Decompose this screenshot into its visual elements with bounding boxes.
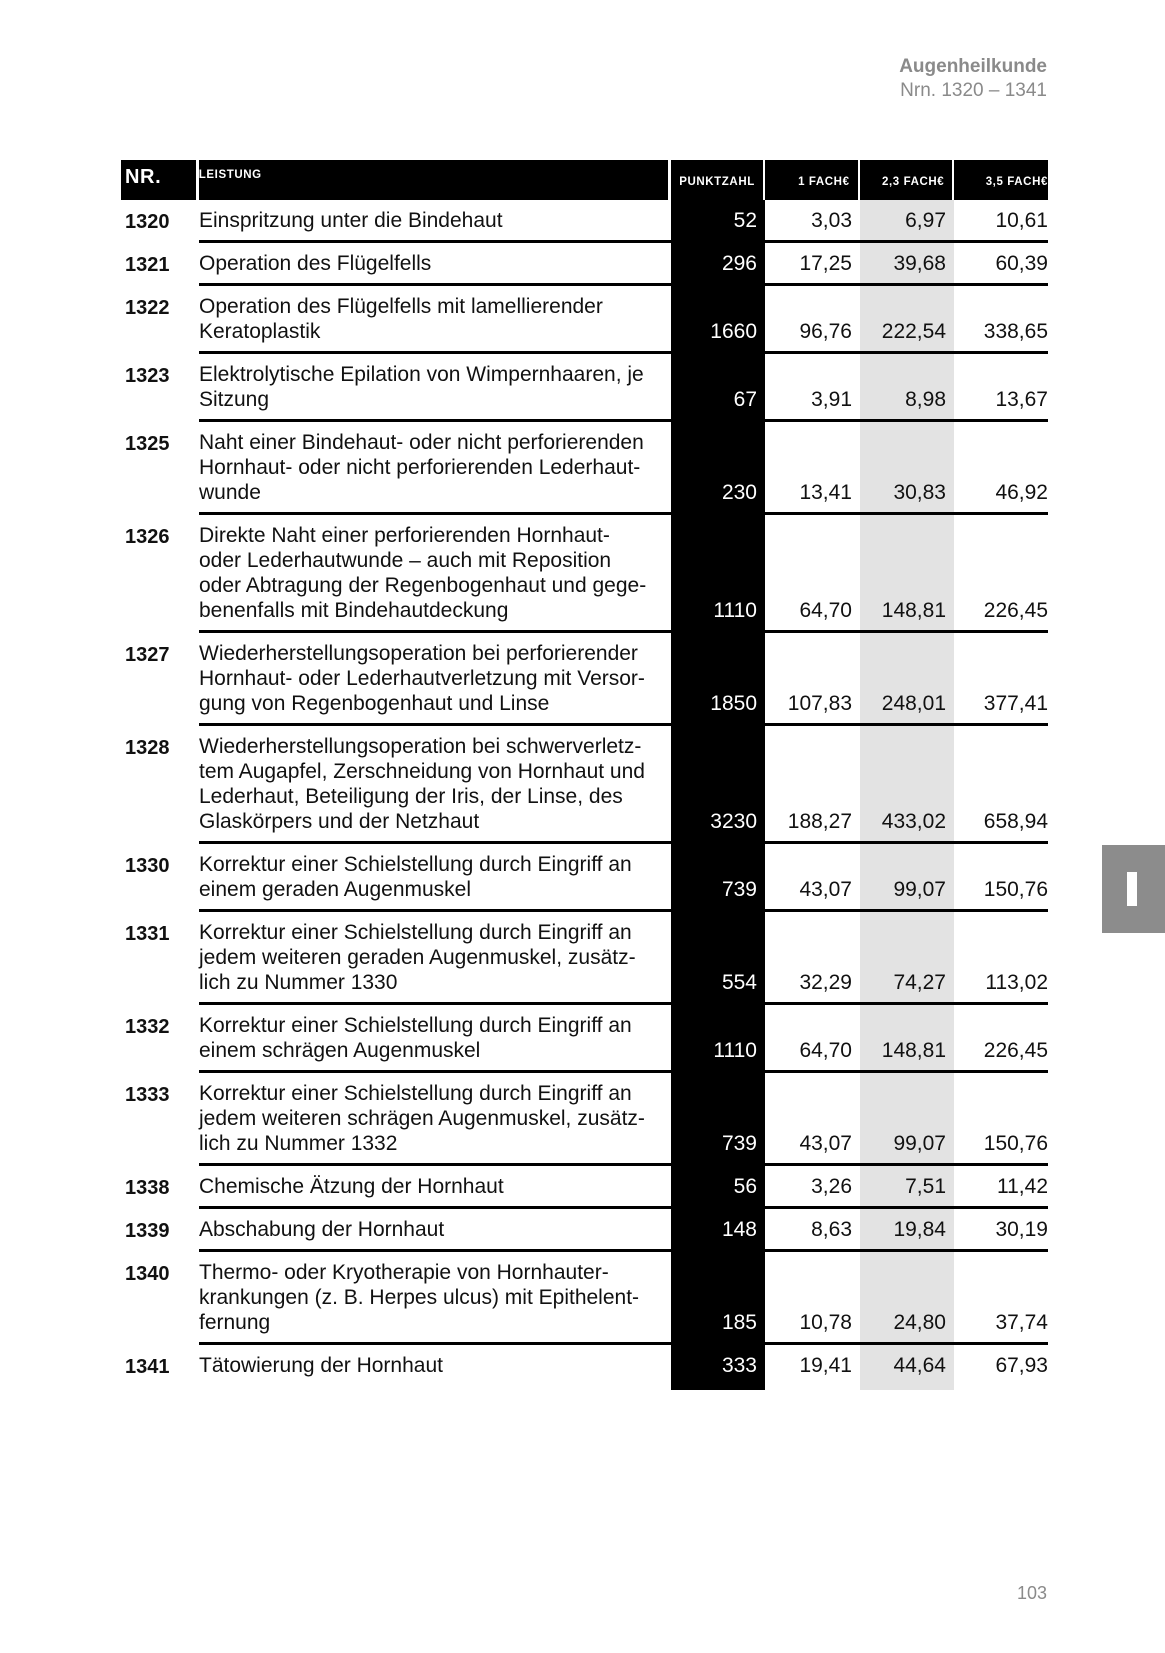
leistung-line: Sitzung — [199, 388, 270, 411]
row-23fach: 148,81 — [881, 599, 946, 622]
row-leistung — [199, 1005, 671, 1073]
row-35fach: 377,41 — [983, 692, 1048, 715]
leistung-line: Einspritzung unter die Bindehaut — [199, 209, 503, 232]
leistung-line: benenfalls mit Bindehautdeckung — [199, 599, 509, 622]
leistung-line: Wiederherstellungsoperation bei schwerverletz- — [199, 735, 642, 758]
row-number: 1322 — [125, 297, 170, 319]
row-leistung — [199, 1073, 671, 1166]
row-number: 1340 — [125, 1263, 170, 1285]
table-row — [121, 1345, 1048, 1390]
col-header-23fach-label: 2,3 FACH — [882, 176, 938, 188]
table-row — [121, 912, 1048, 1005]
row-1fach: 64,70 — [799, 1039, 852, 1062]
row-punktzahl: 1110 — [713, 1039, 757, 1062]
leistung-line: tem Augapfel, Zerschneidung von Hornhaut und — [199, 760, 645, 783]
row-number: 1338 — [125, 1177, 170, 1199]
row-35fach: 46,92 — [995, 481, 1048, 504]
row-number: 1326 — [125, 526, 170, 548]
section-range: Nrn. 1320 – 1341 — [900, 80, 1047, 101]
col-header-punktzahl: PUNKTZAHL — [671, 160, 763, 200]
running-header — [899, 55, 1047, 103]
table-row — [121, 726, 1048, 844]
row-23fach: 222,54 — [881, 320, 946, 343]
row-number: 1323 — [125, 365, 170, 387]
row-23fach: 24,80 — [893, 1311, 946, 1334]
row-23fach: 433,02 — [881, 810, 946, 833]
row-23fach: 8,98 — [905, 388, 946, 411]
section-title: Augenheilkunde — [899, 56, 1047, 77]
col-header-23fach — [860, 160, 953, 200]
page-number: 103 — [1016, 1583, 1047, 1603]
row-number: 1330 — [125, 855, 170, 877]
row-35fach: 30,19 — [995, 1218, 1048, 1241]
row-leistung — [199, 515, 671, 633]
row-punktzahl: 3230 — [710, 810, 757, 833]
row-punktzahl: 554 — [721, 971, 757, 994]
table-row — [121, 1166, 1048, 1209]
row-1fach: 13,41 — [799, 481, 852, 504]
row-leistung — [199, 1252, 671, 1345]
row-35fach: 37,74 — [995, 1311, 1048, 1334]
row-punktzahl: 148 — [721, 1218, 757, 1241]
leistung-line: Tätowierung der Hornhaut — [199, 1354, 443, 1377]
row-punktzahl: 739 — [721, 878, 757, 901]
row-leistung — [199, 1166, 671, 1209]
row-leistung — [199, 726, 671, 844]
row-1fach: 107,83 — [787, 692, 852, 715]
row-35fach: 338,65 — [983, 320, 1048, 343]
leistung-line: Direkte Naht einer perforierenden Hornhaut- — [199, 524, 610, 547]
row-punktzahl: 1660 — [710, 320, 757, 343]
leistung-line: Operation des Flügelfells — [199, 252, 432, 275]
row-23fach: 6,97 — [905, 209, 946, 232]
row-leistung — [199, 200, 671, 243]
row-35fach: 226,45 — [983, 599, 1048, 622]
row-1fach: 3,26 — [811, 1175, 852, 1198]
row-1fach: 3,91 — [811, 388, 852, 411]
row-leistung — [199, 286, 671, 354]
row-1fach: 96,76 — [799, 320, 852, 343]
table-row — [121, 354, 1048, 422]
leistung-line: Korrektur einer Schielstellung durch Eingriff an — [199, 921, 632, 944]
row-23fach: 248,01 — [881, 692, 946, 715]
col-header-leistung: LEISTUNG — [199, 160, 668, 200]
leistung-line: Keratoplastik — [199, 320, 321, 343]
leistung-line: jedem weiteren geraden Augenmuskel, zusätz- — [199, 946, 636, 969]
row-35fach: 150,76 — [983, 878, 1048, 901]
fee-table — [121, 160, 1048, 1390]
leistung-line: lich zu Nummer 1332 — [199, 1132, 398, 1155]
row-23fach: 19,84 — [893, 1218, 946, 1241]
row-leistung — [199, 1345, 671, 1390]
leistung-line: wunde — [199, 481, 261, 504]
col-header-35fach-label: 3,5 FACH — [985, 176, 1041, 188]
table-row — [121, 633, 1048, 726]
row-23fach: 44,64 — [893, 1354, 946, 1377]
col-header-35fach — [954, 160, 1048, 200]
row-23fach: 99,07 — [893, 878, 946, 901]
row-1fach: 19,41 — [799, 1354, 852, 1377]
row-23fach: 99,07 — [893, 1132, 946, 1155]
table-row — [121, 1252, 1048, 1345]
row-35fach: 13,67 — [995, 388, 1048, 411]
row-number: 1328 — [125, 737, 170, 759]
table-body — [121, 200, 1048, 1390]
row-leistung — [199, 1209, 671, 1252]
leistung-line: Glaskörpers und der Netzhaut — [199, 810, 480, 833]
row-1fach: 43,07 — [799, 1132, 852, 1155]
row-1fach: 10,78 — [799, 1311, 852, 1334]
row-punktzahl: 1850 — [710, 692, 757, 715]
table-row — [121, 1073, 1048, 1166]
row-23fach: 30,83 — [893, 481, 946, 504]
row-leistung — [199, 243, 671, 286]
leistung-line: Naht einer Bindehaut- oder nicht perforierenden — [199, 431, 644, 454]
col-header-1fach — [765, 160, 858, 200]
row-number: 1327 — [125, 644, 170, 666]
chapter-tab — [1102, 845, 1165, 933]
row-number: 1321 — [125, 254, 170, 276]
leistung-line: lich zu Nummer 1330 — [199, 971, 398, 994]
row-number: 1332 — [125, 1016, 170, 1038]
row-punktzahl: 67 — [733, 388, 757, 411]
leistung-line: Chemische Ätzung der Hornhaut — [199, 1175, 504, 1198]
leistung-line: gung von Regenbogenhaut und Linse — [199, 692, 550, 715]
leistung-line: Hornhaut- oder Lederhautverletzung mit Versor- — [199, 667, 645, 690]
leistung-line: einem schrägen Augenmuskel — [199, 1039, 481, 1062]
table-row — [121, 1005, 1048, 1073]
leistung-line: einem geraden Augenmuskel — [199, 878, 472, 901]
row-leistung — [199, 844, 671, 912]
row-23fach: 7,51 — [905, 1175, 946, 1198]
row-1fach: 64,70 — [799, 599, 852, 622]
row-35fach: 226,45 — [983, 1039, 1048, 1062]
row-leistung — [199, 912, 671, 1005]
row-leistung — [199, 354, 671, 422]
chapter-tab-glyph — [1127, 872, 1137, 906]
leistung-line: Korrektur einer Schielstellung durch Eingriff an — [199, 1014, 632, 1037]
leistung-line: Korrektur einer Schielstellung durch Eingriff an — [199, 1082, 632, 1105]
row-35fach: 150,76 — [983, 1132, 1048, 1155]
row-1fach: 3,03 — [811, 209, 852, 232]
row-23fach: 148,81 — [881, 1039, 946, 1062]
row-35fach: 60,39 — [995, 252, 1048, 275]
row-punktzahl: 230 — [721, 481, 757, 504]
row-1fach: 32,29 — [799, 971, 852, 994]
leistung-line: Abschabung der Hornhaut — [199, 1218, 445, 1241]
row-punktzahl: 739 — [721, 1132, 757, 1155]
row-number: 1339 — [125, 1220, 170, 1242]
table-header — [121, 160, 1048, 200]
row-1fach: 17,25 — [799, 252, 852, 275]
col-header-35fach-unit: € — [1040, 176, 1048, 188]
leistung-line: Thermo- oder Kryotherapie von Hornhauter- — [199, 1261, 609, 1284]
row-punktzahl: 52 — [733, 209, 757, 232]
row-number: 1331 — [125, 923, 170, 945]
table-row — [121, 243, 1048, 286]
row-punktzahl: 185 — [721, 1311, 757, 1334]
leistung-line: Korrektur einer Schielstellung durch Eingriff an — [199, 853, 632, 876]
row-35fach: 67,93 — [995, 1354, 1048, 1377]
col-header-1fach-unit: € — [842, 176, 850, 188]
leistung-line: oder Lederhautwunde – auch mit Reposition — [199, 549, 612, 572]
table-row — [121, 515, 1048, 633]
row-35fach: 113,02 — [985, 971, 1048, 994]
col-header-1fach-label: 1 FACH — [798, 176, 843, 188]
leistung-line: Operation des Flügelfells mit lamellierender — [199, 295, 603, 318]
row-1fach: 8,63 — [811, 1218, 852, 1241]
row-number: 1320 — [125, 211, 170, 233]
col-header-nr: NR. — [121, 160, 196, 200]
row-23fach: 74,27 — [893, 971, 946, 994]
row-35fach: 11,42 — [997, 1175, 1048, 1198]
table-row — [121, 844, 1048, 912]
col-header-23fach-unit: € — [937, 176, 945, 188]
row-punktzahl: 296 — [721, 252, 757, 275]
row-number: 1341 — [125, 1356, 170, 1378]
leistung-line: krankungen (z. B. Herpes ulcus) mit Epithelent- — [199, 1286, 640, 1309]
row-leistung — [199, 633, 671, 726]
row-number: 1325 — [125, 433, 170, 455]
row-35fach: 10,61 — [995, 209, 1048, 232]
leistung-line: Wiederherstellungsoperation bei perforierender — [199, 642, 638, 665]
leistung-line: oder Abtragung der Regenbogenhaut und gege- — [199, 574, 647, 597]
leistung-line: fernung — [199, 1311, 271, 1334]
table-row — [121, 422, 1048, 515]
row-punktzahl: 333 — [721, 1354, 757, 1377]
row-number: 1333 — [125, 1084, 170, 1106]
leistung-line: Hornhaut- oder nicht perforierenden Lederhaut- — [199, 456, 641, 479]
leistung-line: Lederhaut, Beteiligung der Iris, der Linse, des — [199, 785, 623, 808]
row-leistung — [199, 422, 671, 515]
table-row — [121, 200, 1048, 243]
row-punktzahl: 1110 — [713, 599, 757, 622]
row-23fach: 39,68 — [893, 252, 946, 275]
table-row — [121, 286, 1048, 354]
table-row — [121, 1209, 1048, 1252]
leistung-line: Elektrolytische Epilation von Wimpernhaaren, je — [199, 363, 644, 386]
leistung-line: jedem weiteren schrägen Augenmuskel, zusätz- — [199, 1107, 645, 1130]
row-35fach: 658,94 — [983, 810, 1048, 833]
row-punktzahl: 56 — [733, 1175, 757, 1198]
row-1fach: 188,27 — [787, 810, 852, 833]
row-1fach: 43,07 — [799, 878, 852, 901]
